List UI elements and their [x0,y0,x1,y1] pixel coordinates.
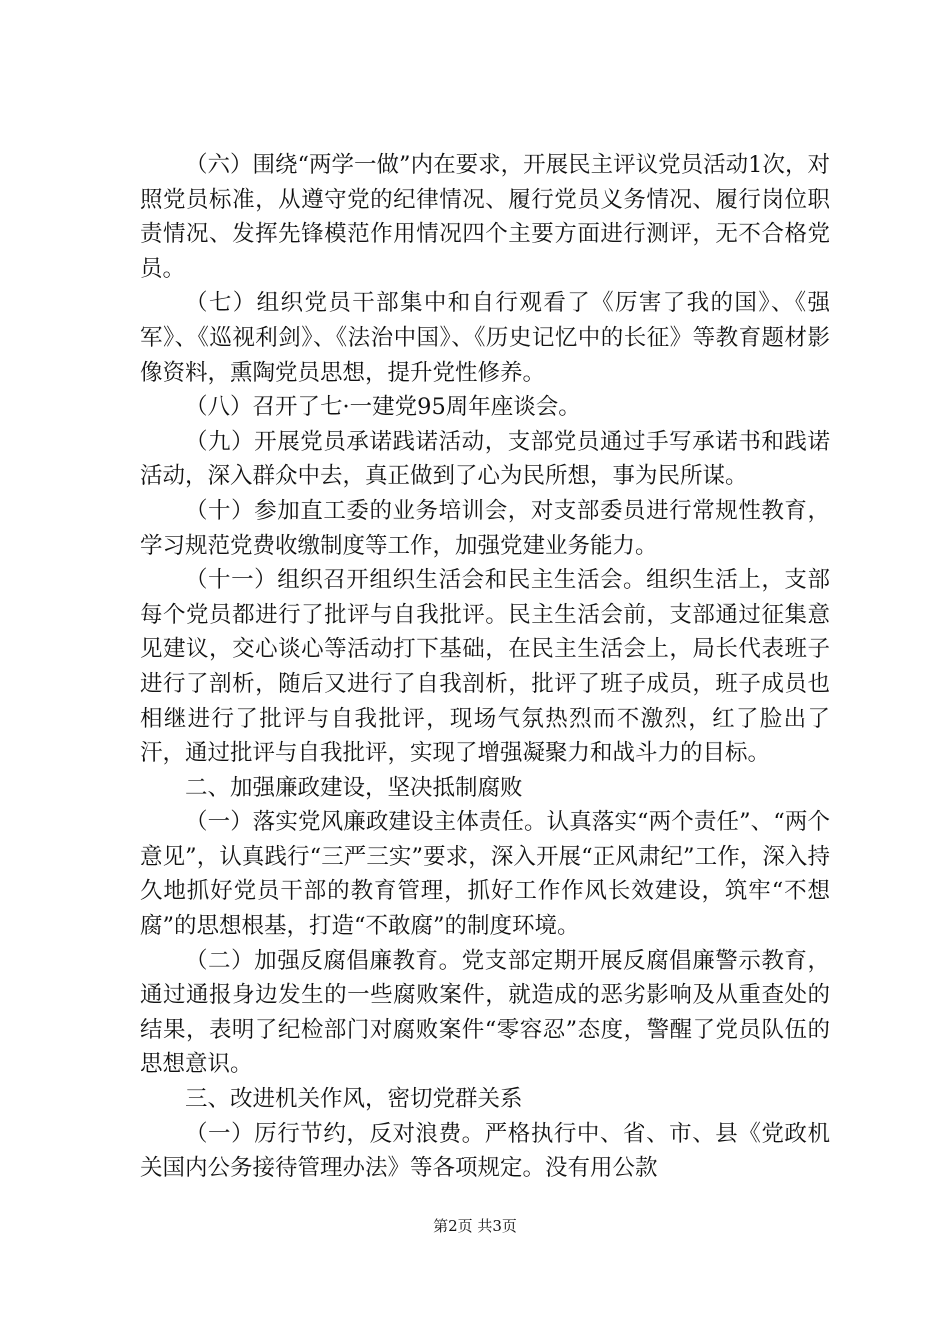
section-heading-3: 三、改进机关作风，密切党群关系 [185,1086,523,1113]
paragraph-6: （六）围绕“两学一做”内在要求，开展民主评议党员活动1次，对照党员标准，从遵守党的纪律情况、履行党员义务情况、履行岗位职责情况、发挥先锋模范作用情况四个主要方面进行测评，无不合格党员。 [140,152,830,282]
paragraph-8: （八）召开了七·一建党95周年座谈会。 [185,394,581,421]
document-body [140,148,830,1186]
section2-paragraph-2: （二）加强反腐倡廉教育。党支部定期开展反腐倡廉警示教育，通过通报身边发生的一些腐败案件，就造成的恶劣影响及从重查处的结果，表明了纪检部门对腐败案件“零容忍”态度，警醒了党员队伍的思想意识。 [140,947,830,1078]
section3-paragraph-1: （一）厉行节约，反对浪费。严格执行中、省、市、县《党政机关国内公务接待管理办法》等各项规定。没有用公款 [140,1120,830,1182]
section-heading-2: 二、加强廉政建设，坚决抵制腐败 [185,774,523,801]
paragraph-10: （十）参加直工委的业务培训会，对支部委员进行常规性教育，学习规范党费收缴制度等工作，加强党建业务能力。 [140,497,830,559]
paragraph-9: （九）开展党员承诺践诺活动，支部党员通过手写承诺书和践诺活动，深入群众中去，真正做到了心为民所想，事为民所谋。 [140,428,830,490]
section2-paragraph-1: （一）落实党风廉政建设主体责任。认真落实“两个责任”、“两个意见”，认真践行“三严三实”要求，深入开展“正风肃纪”工作，深入持久地抓好党员干部的教育管理，抓好工作作风长效建设，筑牢“不想腐”的思想根基，打造“不敢腐”的制度环境。 [140,809,830,940]
paragraph-11: （十一）组织召开组织生活会和民主生活会。组织生活上，支部每个党员都进行了批评与自我批评。民主生活会前，支部通过征集意见建议，交心谈心等活动打下基础，在民主生活会上，局长代表班子进行了剖析，随后又进行了自我剖析，批评了班子成员，班子成员也相继进行了批评与自我批评，现场气氛热烈而不激烈，红了脸出了汗，通过批评与自我批评，实现了增强凝聚力和战斗力的目标。 [140,567,830,767]
paragraph-7: （七）组织党员干部集中和自行观看了《厉害了我的国》、《强军》、《巡视利剑》、《法治中国》、《历史记忆中的长征》等教育题材影像资料，熏陶党员思想，提升党性修养。 [140,290,830,386]
page-footer: 第2页 共3页 [433,1217,517,1235]
